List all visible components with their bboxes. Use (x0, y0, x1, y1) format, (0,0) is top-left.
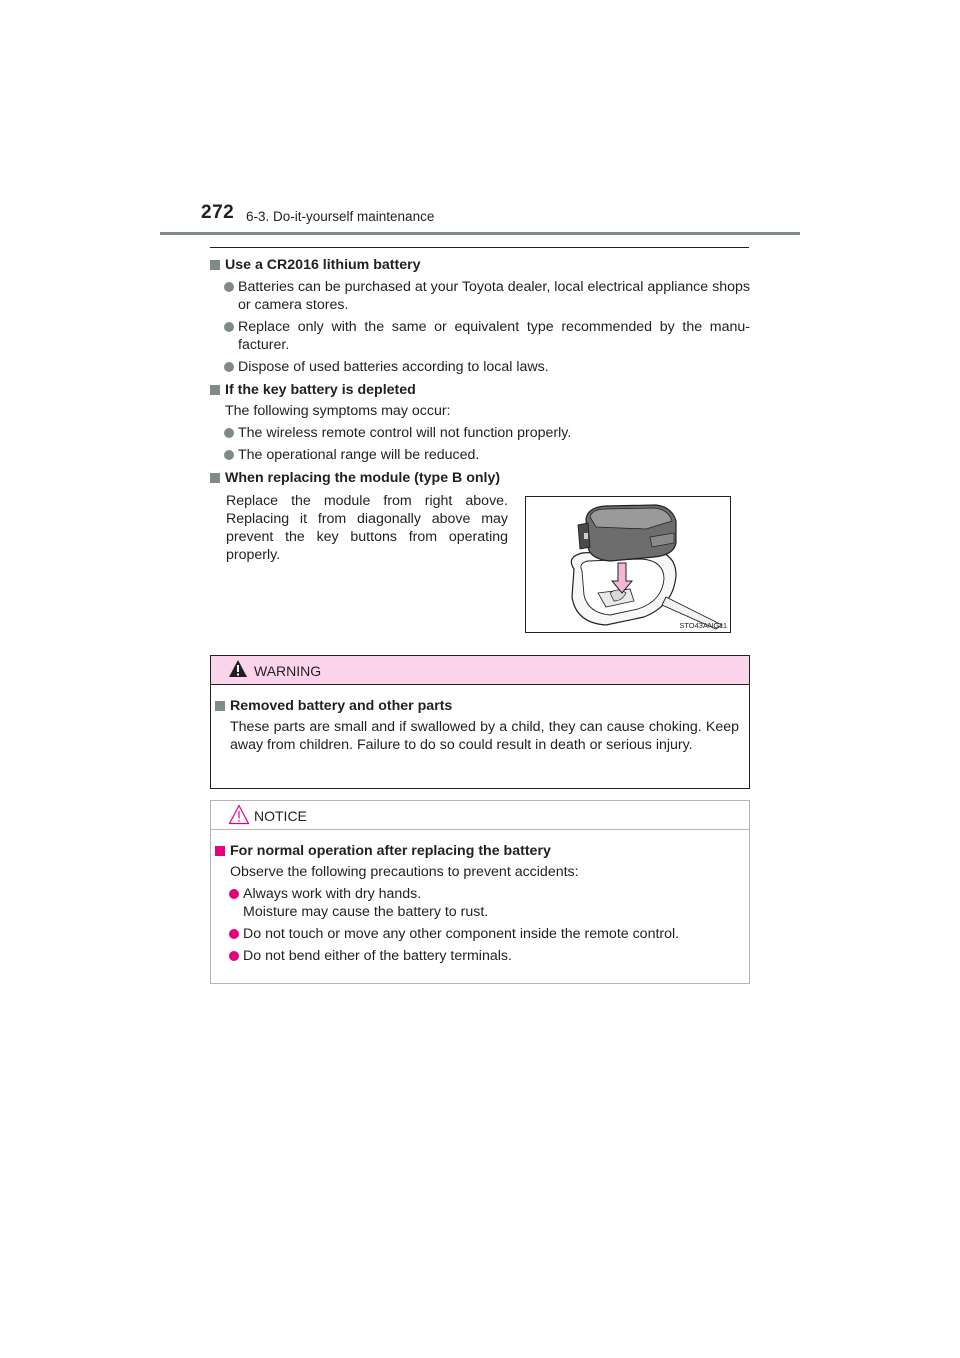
round-bullet-icon (229, 929, 239, 939)
module-figure (525, 496, 731, 633)
square-bullet-icon (215, 846, 225, 856)
round-bullet-icon (224, 362, 234, 372)
square-bullet-icon (210, 260, 220, 270)
list-item: The wireless remote control will not function properly. (210, 424, 750, 442)
notice-body (211, 830, 749, 965)
section-title: 6-3. Do-it-yourself maintenance (246, 209, 435, 224)
round-bullet-icon (224, 282, 234, 292)
warning-header (211, 656, 749, 685)
square-bullet-icon (215, 701, 225, 711)
notice-title: NOTICE (254, 808, 307, 824)
notice-heading: For normal operation after replacing the battery (215, 842, 739, 860)
list-item: Dispose of used batteries according to local laws. (210, 358, 750, 376)
section-heading-replacing-module: When replacing the module (type B only) (210, 469, 750, 487)
notice-box (210, 800, 750, 984)
list-item: Batteries can be purchased at your Toyota dealer, local electrical appliance shops or camera stores. (210, 278, 750, 314)
round-bullet-icon (229, 889, 239, 899)
figure-code: STO43ANG11 (679, 621, 727, 630)
round-bullet-icon (229, 951, 239, 961)
warning-box (210, 655, 750, 789)
notice-triangle-icon (228, 804, 250, 826)
list-item: Do not bend either of the battery terminals. (215, 947, 739, 965)
warning-triangle-icon (228, 659, 248, 679)
warning-title: WARNING (254, 663, 322, 679)
notice-header (211, 801, 749, 830)
round-bullet-icon (224, 322, 234, 332)
section-text: The following symptoms may occur: (225, 403, 451, 419)
round-bullet-icon (224, 428, 234, 438)
key-module-insertion-illustration (526, 497, 730, 632)
page-number: 272 (201, 202, 235, 223)
module-instructions: Replace the module from right above. Replacing it from diagonally above may prevent the key buttons from operating properly. (226, 493, 508, 563)
list-item: Do not touch or move any other component inside the remote control. (215, 925, 739, 943)
section-heading-battery-depleted: If the key battery is depleted (210, 381, 750, 399)
header-rule (160, 232, 800, 235)
main-content (210, 256, 750, 487)
section-heading-battery-type: Use a CR2016 lithium battery (210, 256, 750, 274)
square-bullet-icon (210, 473, 220, 483)
round-bullet-icon (224, 450, 234, 460)
notice-text: Observe the following precautions to prevent accidents: (230, 864, 579, 880)
warning-heading: Removed battery and other parts (215, 697, 739, 715)
list-item: Replace only with the same or equivalent type recommended by the manu-facturer. (210, 318, 750, 354)
content-rule (210, 247, 749, 248)
list-item: The operational range will be reduced. (210, 446, 750, 464)
warning-body (211, 685, 749, 754)
warning-text: These parts are small and if swallowed by a child, they can cause choking. Keep away from children. Failure to do so could result in death or serious injury. (230, 719, 739, 753)
square-bullet-icon (210, 385, 220, 395)
list-item: Always work with dry hands. Moisture may cause the battery to rust. (215, 885, 739, 921)
